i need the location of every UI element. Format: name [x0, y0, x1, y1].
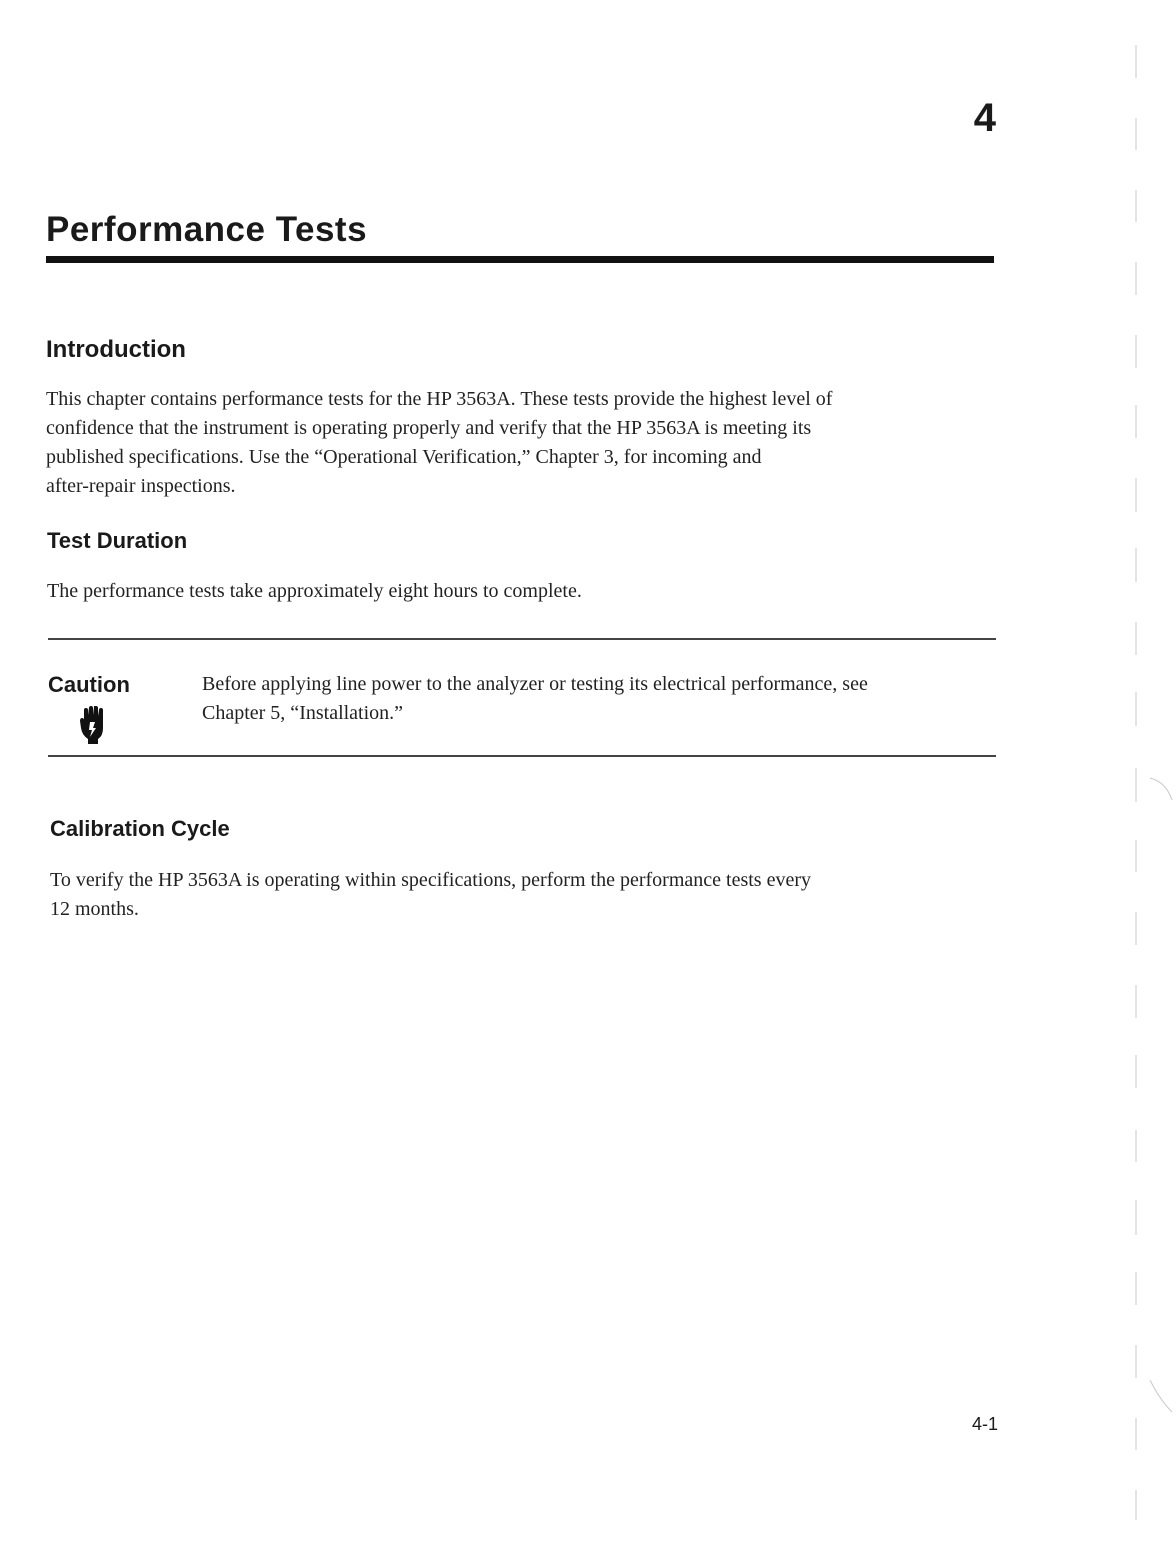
title-rule: [46, 256, 994, 263]
introduction-heading: Introduction: [46, 336, 186, 363]
caution-bottom-rule: [48, 755, 996, 757]
calibration-cycle-paragraph: [50, 866, 811, 924]
introduction-line-4: after-repair inspections.: [46, 475, 236, 497]
caution-text: [202, 670, 868, 728]
calibration-line-2: 12 months.: [50, 898, 139, 920]
caution-hand-icon: [78, 706, 108, 746]
introduction-paragraph: [46, 385, 832, 501]
caution-label: Caution: [48, 672, 130, 697]
caution-line-1: Before applying line power to the analyzer or testing its electrical performance, see: [202, 673, 868, 695]
introduction-line-2: confidence that the instrument is operating properly and verify that the HP 3563A is meeting its: [46, 417, 812, 439]
calibration-line-1: To verify the HP 3563A is operating within specifications, perform the performance tests every: [50, 869, 811, 891]
caution-line-2: Chapter 5, “Installation.”: [202, 702, 404, 724]
chapter-number: 4: [973, 96, 996, 140]
chapter-title: Performance Tests: [46, 210, 368, 249]
introduction-line-1: This chapter contains performance tests for the HP 3563A. These tests provide the highest level of: [46, 388, 833, 410]
test-duration-text: The performance tests take approximately eight hours to complete.: [47, 580, 582, 602]
introduction-line-3: published specifications. Use the “Operational Verification,” Chapter 3, for incoming and: [46, 446, 762, 468]
caution-top-rule: [48, 638, 996, 640]
calibration-cycle-heading: Calibration Cycle: [50, 816, 230, 841]
binder-hole-marks: [1120, 0, 1176, 1544]
test-duration-heading: Test Duration: [47, 528, 188, 553]
page-number: 4-1: [971, 1414, 998, 1434]
